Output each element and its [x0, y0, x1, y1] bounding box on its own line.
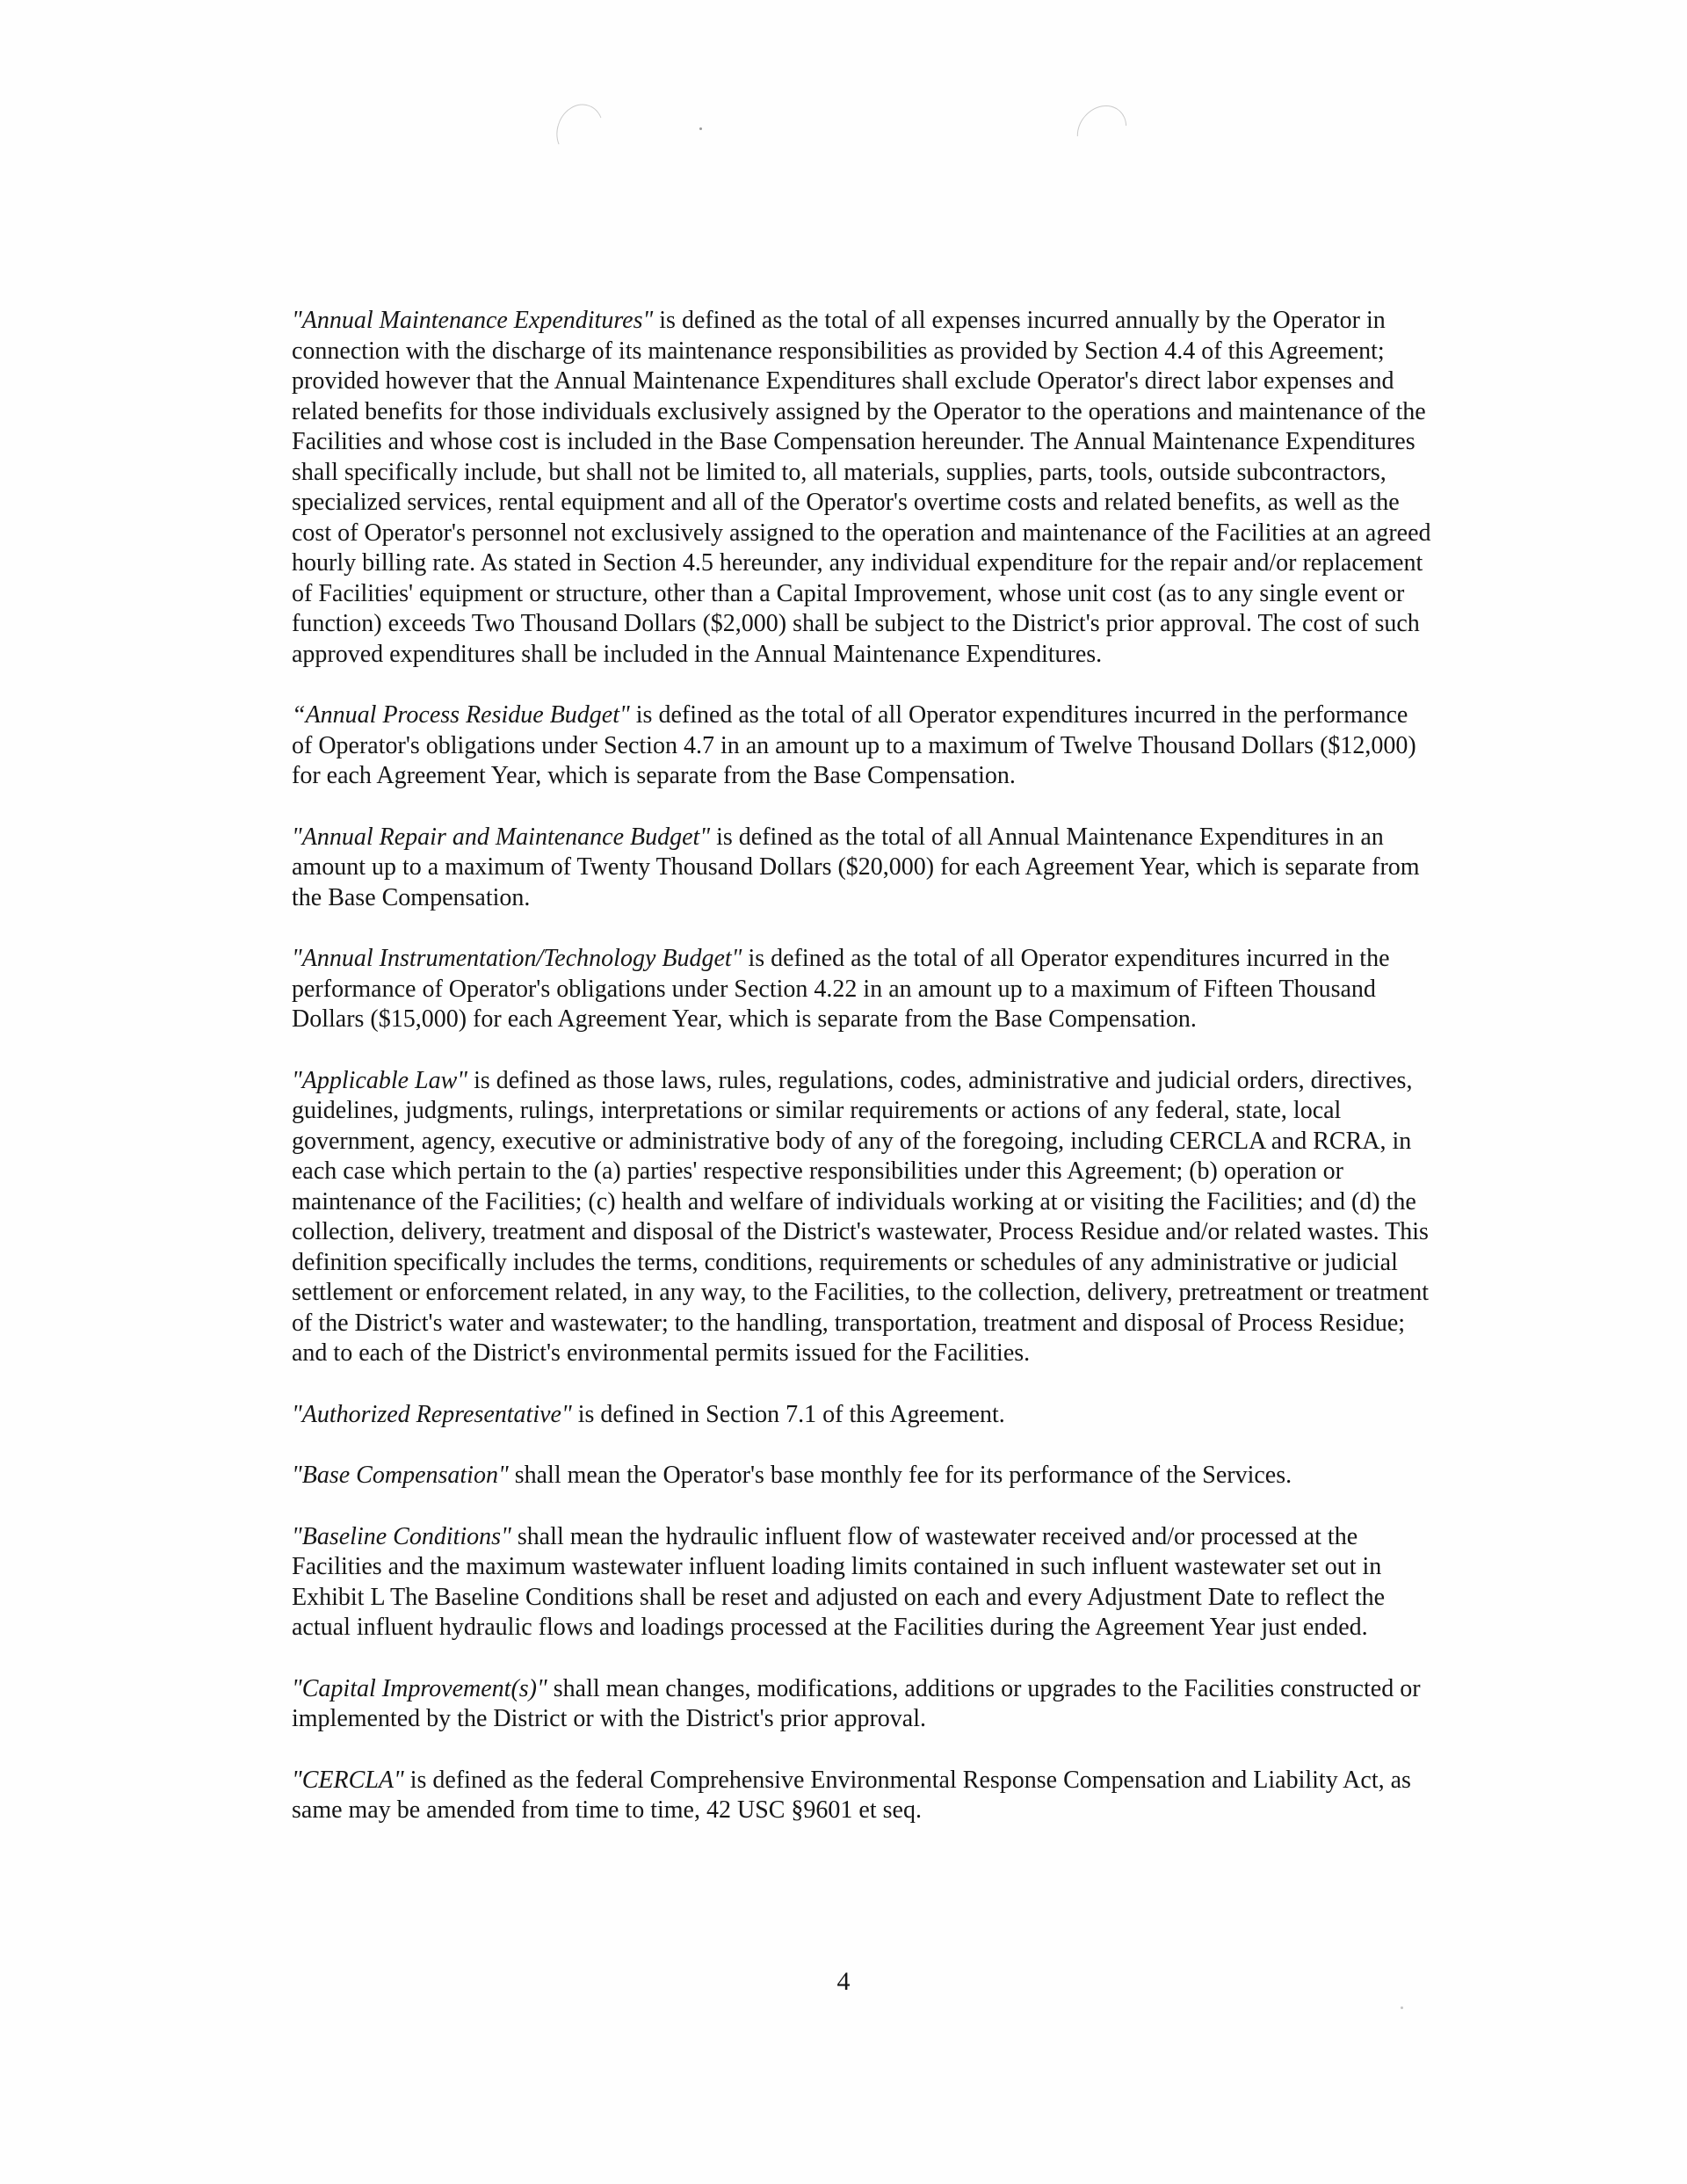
definition-annual-maintenance-expenditures — [292, 306, 1434, 670]
definition-base-compensation — [292, 1461, 1434, 1491]
defined-term: "CERCLA" — [292, 1766, 404, 1794]
defined-term: "Annual Maintenance Expenditures" — [292, 307, 654, 334]
definition-text: is defined as the total of all Annual Maintenance Expenditures in an amount up to a maximum of Twenty Thousand Dollars ($20,000) for each Agreement Year, which is separate from the Base Compensation. — [292, 823, 1420, 911]
page-number: 4 — [836, 1967, 851, 1996]
definition-text: shall mean changes, modifications, additions or upgrades to the Facilities constructed or implemented by the District or with the District's prior approval. — [292, 1674, 1421, 1732]
definition-authorized-representative — [292, 1400, 1434, 1431]
definition-text: is defined as those laws, rules, regulations, codes, administrative and judicial orders, directives, guidelines, judgments, rulings, interpretations or similar requirements or actions of any federal, state, local government, agency, executive or administrative body of any of the foregoing, including CERCLA and RCRA, in each case which pertain to the (a) parties' respective responsibilities under this Agreement; (b) operation or maintenance of the Facilities; (c) health and welfare of individuals working at or visiting the Facilities; and (d) the collection, delivery, treatment and disposal of the District's wastewater, Process Residue and/or related wastes. This definition specifically includes the terms, conditions, requirements or schedules of any administrative or judicial settlement or enforcement related, in any way, to the Facilities, to the collection, delivery, pretreatment or treatment of the District's water and wastewater; to the handling, transportation, treatment and disposal of Process Residue; and to each of the District's environmental permits issued for the Facilities. — [292, 1066, 1429, 1367]
definition-cercla — [292, 1766, 1434, 1826]
defined-term: "Annual Instrumentation/Technology Budget" — [292, 945, 742, 972]
defined-term: "Applicable Law" — [292, 1066, 468, 1094]
definition-text: shall mean the Operator's base monthly fee for its performance of the Services. — [508, 1462, 1292, 1489]
defined-term: “Annual Process Residue Budget" — [292, 701, 630, 729]
definition-text: shall mean the hydraulic influent flow of wastewater received and/or processed at the Facilities and the maximum wastewater influent loading limits contained in such influent wastewater set out in Exhibit L The Baseline Conditions shall be reset and adjusted on each and every Adjustment Date to reflect the actual influent hydraulic flows and loadings processed at the Facilities during the Agreement Year just ended. — [292, 1522, 1386, 1641]
punch-hole-right — [1067, 96, 1137, 167]
scan-speck — [1401, 2006, 1403, 2009]
definition-text: is defined in Section 7.1 of this Agreement. — [571, 1400, 1005, 1428]
definition-baseline-conditions — [292, 1522, 1434, 1643]
definition-annual-repair-and-maintenance-budget — [292, 823, 1434, 914]
definition-annual-process-residue-budget — [292, 700, 1434, 792]
defined-term: "Authorized Representative" — [292, 1400, 572, 1428]
definition-text: is defined as the federal Comprehensive Environmental Response Compensation and Liability Act, as same may be amended from time to time, 42 USC §9601 et seq. — [292, 1766, 1411, 1824]
definition-annual-instrumentation-technology-budget — [292, 944, 1434, 1035]
definitions-section — [292, 306, 1434, 1857]
punch-hole-left — [549, 98, 611, 164]
definition-applicable-law — [292, 1066, 1434, 1369]
scan-speck — [699, 127, 702, 130]
defined-term: "Annual Repair and Maintenance Budget" — [292, 823, 711, 851]
definition-text: is defined as the total of all Operator expenditures incurred in the performance of Operator's obligations under Section 4.22 in an amount up to a maximum of Fifteen Thousand Dollars ($15,000) for each Agreement Year, which is separate from the Base Compensation. — [292, 945, 1390, 1033]
definition-capital-improvements — [292, 1674, 1434, 1735]
defined-term: "Base Compensation" — [292, 1462, 509, 1489]
defined-term: "Capital Improvement(s)" — [292, 1674, 547, 1702]
defined-term: "Baseline Conditions" — [292, 1522, 511, 1550]
definition-text: is defined as the total of all expenses incurred annually by the Operator in connection with the discharge of its maintenance responsibilities as provided by Section 4.4 of this Agreement; provided however that the Annual Maintenance Expenditures shall exclude Operator's direct labor expenses and related benefits for those individuals exclusively assigned by the Operator to the operations and maintenance of the Facilities and whose cost is included in the Base Compensation hereunder. The Annual Maintenance Expenditures shall specifically include, but shall not be limited to, all materials, supplies, parts, tools, outside subcontractors, specialized services, rental equipment and all of the Operator's overtime costs and related benefits, as well as the cost of Operator's personnel not exclusively assigned to the operation and maintenance of the Facilities at an agreed hourly billing rate. As stated in Section 4.5 hereunder, any individual expenditure for the repair and/or replacement of Facilities' equipment or structure, other than a Capital Improvement, whose unit cost (as to any single event or function) exceeds Two Thousand Dollars ($2,000) shall be subject to the District's prior approval. The cost of such approved expenditures shall be included in the Annual Maintenance Expenditures. — [292, 307, 1431, 668]
definition-text: is defined as the total of all Operator expenditures incurred in the performance of Operator's obligations under Section 4.7 in an amount up to a maximum of Twelve Thousand Dollars ($12,000) for each Agreement Year, which is separate from the Base Compensation. — [292, 701, 1416, 789]
